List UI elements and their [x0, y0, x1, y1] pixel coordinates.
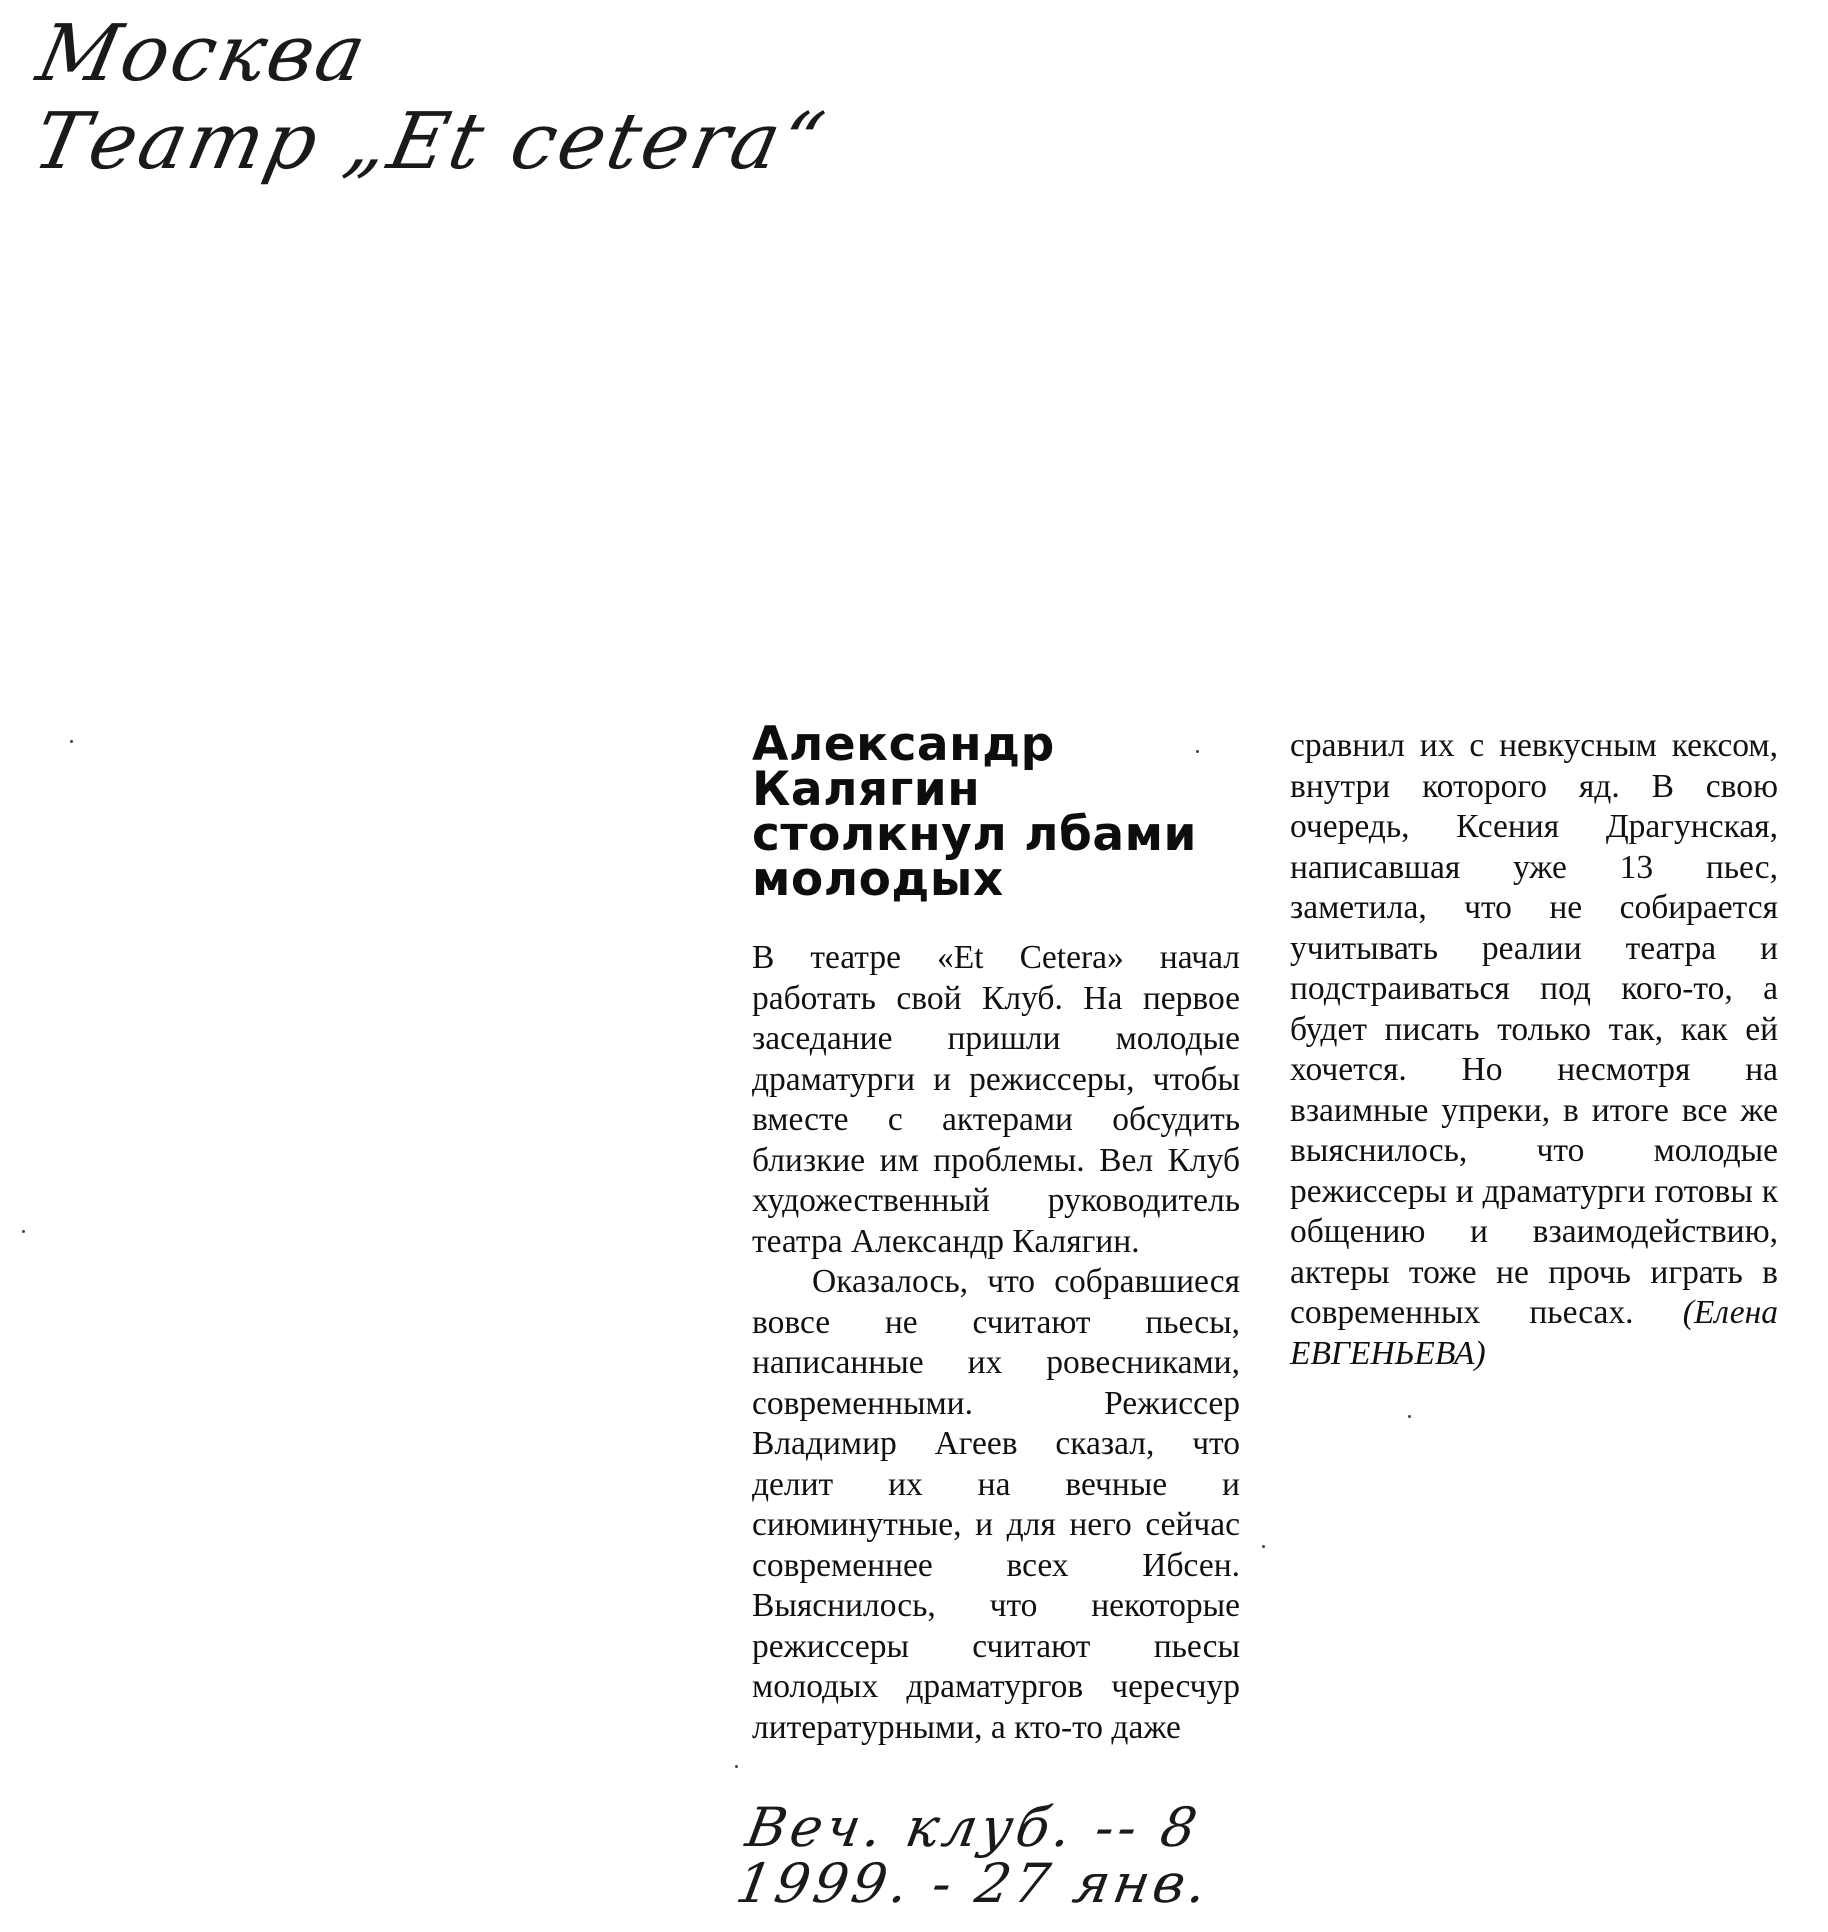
handwritten-source-line1: Веч. клуб. -- 8 — [741, 1796, 1206, 1859]
headline-line: столкнул лбами — [752, 807, 1197, 862]
article-paragraph-2-part-1: Оказалось, что собравшиеся вовсе не считают пьесы, написанные их ровесниками, современными. Режиссер Владимир Агеев сказал, что делит их на вечные и сиюминутные, и для него сейчас современнее всех Ибсен. Выяснилось, что некоторые режиссеры считают пьесы молодых драматургов чересчур литературными, а кто-то даже — [752, 1263, 1240, 1746]
handwritten-header-note — [11, 10, 852, 186]
article-byline: (Елена ЕВГЕНЬЕВА) — [1290, 1294, 1779, 1372]
scan-speck — [70, 740, 73, 743]
handwritten-source-note — [731, 1796, 1225, 1915]
article-headline — [752, 717, 1232, 907]
handwritten-source-line2: 1999. - 27 янв. — [731, 1852, 1216, 1915]
scan-speck — [1196, 750, 1199, 753]
scan-speck — [1262, 1545, 1265, 1548]
scan-speck — [22, 1230, 25, 1233]
headline-line: Александр — [752, 717, 1055, 772]
handwritten-city: Москва — [29, 9, 376, 99]
article-paragraph-2-part-2 — [1290, 726, 1778, 1374]
article-paragraph-2-continuation: сравнил их с невкусным кексом, внутри которого яд. В свою очередь, Ксения Драгунская, написавшая уже 13 пьес, заметила, что не собирается учитывать реалии театра и подстраиваться под кого-то, а будет писать только так, как ей хочется. Но несмотря на взаимные упреки, в итоге все же выяснилось, что молодые режиссеры и драматурги готовы к общению и взаимодействию, актеры тоже не прочь играть в современных пьесах. — [1290, 727, 1778, 1331]
headline-line: Калягин — [752, 762, 981, 817]
article-paragraph-1: В театре «Et Cetera» начал работать свой Клуб. На первое заседание пришли молодые драматурги и режиссеры, чтобы вместе с актерами обсудить близкие им проблемы. Вел Клуб художественный руководитель театра Александр Калягин. — [752, 939, 1240, 1260]
article-column-right — [1290, 726, 1778, 1374]
article-column-left — [752, 938, 1240, 1748]
scan-speck — [1408, 1415, 1411, 1418]
headline-line: молодых — [752, 852, 1004, 907]
scan-speck — [735, 1765, 738, 1768]
handwritten-theatre: Театр „Et cetera“ — [26, 97, 835, 187]
